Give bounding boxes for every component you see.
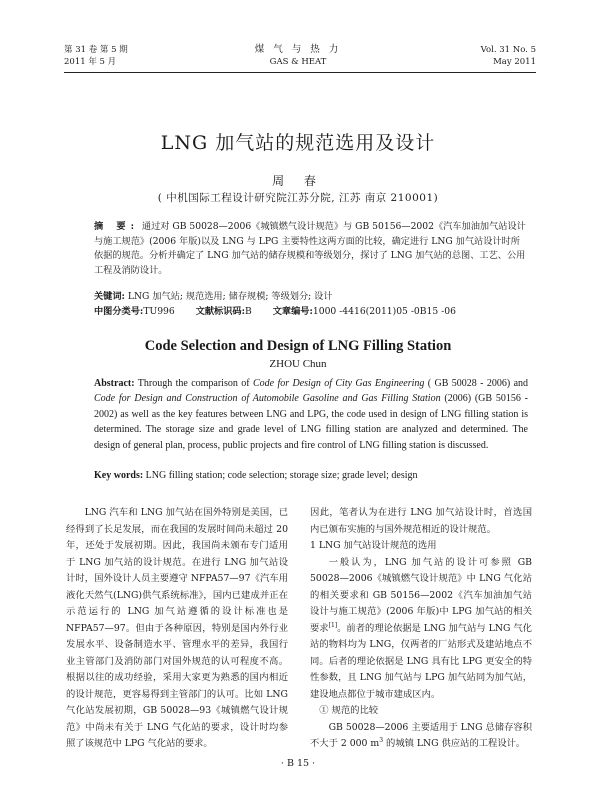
author-en: ZHOU Chun	[269, 358, 327, 370]
abstract-en-text-3: (2006) (GB 50156 - 2002) as well as the key features between LNG and LPG, the code used in design of LNG filling station is determined. The storage size and grade level of LNG filling station are analyzed and determined. The design of general plan, process, public projects and fire control of LNG filling station is discussed.	[94, 393, 528, 451]
paper-title-en: Code Selection and Design of LNG Filling Station	[144, 338, 452, 354]
affiliation-cn: ( 中机国际工程设计研究院江苏分院, 江苏 南京 210001)	[157, 192, 439, 204]
header-date-en: May 2011	[493, 57, 536, 67]
abstract-en	[94, 376, 528, 453]
header-volume-cn: 第 31 卷 第 5 期	[64, 45, 128, 55]
paper-title-cn: LNG 加气站的规范选用及设计	[160, 132, 436, 154]
abstract-cn-label: 摘 要:	[94, 221, 139, 232]
header-right	[481, 44, 536, 68]
abstract-en-code-1: Code for Design of City Gas Engineering	[252, 378, 425, 389]
keywords-cn	[94, 290, 528, 305]
body-text: 一般认为，LNG 加气站的设计可参照 GB 50028—2006《城镇燃气设计规范》中 LNG 气化站的相关要求和 GB 50156—2002《汽车加油加气站设计与施工规范》(2006 年版)中 LPG 加气站的相关要求	[310, 556, 532, 634]
abstract-en-label: Abstract:	[94, 378, 135, 389]
page-number: · B 15 ·	[280, 758, 316, 769]
doc-code-label: 文献标识码:	[195, 306, 246, 317]
body-paragraph	[310, 720, 532, 753]
body-column-left	[66, 505, 288, 753]
header-journal-cn: 煤 气 与 热 力	[254, 44, 342, 55]
subsection-heading: ① 规范的比较	[319, 705, 379, 716]
body-text: 。前者的理论依据是 LNG 加气站与 LNG 气化站的物料均为 LNG，仅两者的厂站形式及建站地点不同。后者的理论依据是 LNG 具有比 LPG 更安全的特性参数，且 LNG 加气站与 LPG 加气站同为加气站，建设地点都位于城市建成区内。	[310, 622, 532, 700]
header-date-cn: 2011 年 5 月	[64, 57, 117, 67]
classification-row	[94, 305, 528, 320]
body-column-right	[310, 505, 532, 753]
keywords-cn-label: 关键词:	[94, 291, 125, 302]
body-paragraph	[310, 555, 532, 704]
keywords-en	[94, 468, 528, 483]
abstract-en-text-2: ( GB 50028 - 2006) and	[424, 378, 529, 389]
author-cn: 周 春	[272, 174, 324, 188]
header-journal-en: GAS & HEAT	[269, 57, 327, 67]
header-divider	[64, 72, 536, 73]
body-paragraph: LNG 汽车和 LNG 加气站在国外特别是美国，已经得到了长足发展，而在我国的发展时间尚未超过 20 年，还处于发展初期。因此，我国尚未颁布专门适用于 LNG 加气站的设计规范。在进行 LNG 加气站设计时，国外设计人员主要遵守 NFPA57—97《汽车用液化天然气(LNG)供气系统标准》，国内已建成并正在示范运行的 LNG 加气站遵循的设计标准也是 NFPA57—97。但由于各种原因，特别是国内外行业发展水平、设备制造水平、管理水平的差异，我国行业主管部门及消防部门对国外规范的认可程度不高。根据以往的成功经验，采用大家更为熟悉的国内相近的设计规范，更容易得到主管部门的认可。比如 LNG 气化站发展初期，GB 50028—93《城镇燃气设计规范》中尚未有关于 LNG 气化站的要求，设计时均参照了该规范中 LPG 气化站的要求。	[66, 507, 288, 749]
section-heading: 1 LNG 加气站设计规范的选用	[310, 540, 437, 551]
body-paragraph: 因此，笔者认为在进行 LNG 加气站设计时，首选国内已颁布实施的与国外规范相近的设计规范。	[310, 507, 532, 535]
article-number-label: 文章编号:	[272, 306, 313, 317]
body-text: 的城镇 LNG 供应站的工程设计。	[383, 738, 526, 749]
keywords-en-text: LNG filling station; code selection; storage size; grade level; design	[145, 470, 418, 481]
clc-value: TU996	[143, 306, 175, 317]
abstract-en-text-1: Through the comparison of	[137, 378, 253, 389]
abstract-cn	[94, 220, 528, 278]
article-number-item	[273, 306, 456, 317]
abstract-en-code-2: Code for Design and Construction of Automobile Gasoline and Gas Filling Station	[94, 393, 441, 405]
abstract-cn-text: 通过对 GB 50028—2006《城镇燃气设计规范》与 GB 50156—2002《汽车加油加气站设计与施工规范》(2006 年版)以及 LNG 与 LPG 主要特性这两方面的比较，确定进行 LNG 加气站设计时所依据的规范。分析并确定了 LNG 加气站的储存规模和等级划分，探讨了 LNG 加气站的总图、工艺、公用工程及消防设计。	[94, 221, 526, 276]
keywords-cn-text: LNG 加气站; 规范选用; 储存规模; 等级划分; 设计	[127, 291, 333, 302]
doc-code-value: B	[245, 306, 252, 317]
superscript: 3	[379, 736, 384, 744]
doc-code-item	[196, 306, 252, 317]
clc-item	[94, 306, 175, 317]
keywords-en-label: Key words:	[94, 470, 144, 481]
clc-label: 中图分类号:	[94, 306, 144, 317]
article-number-value: 1000 -4416(2011)05 -0B15 -06	[312, 306, 456, 317]
body-text: GB 50028—2006 主要适用于 LNG 总储存容积不大于 2 000 m	[310, 721, 532, 749]
citation-ref: [1]	[328, 621, 338, 629]
header-volume-en: Vol. 31 No. 5	[480, 45, 536, 55]
